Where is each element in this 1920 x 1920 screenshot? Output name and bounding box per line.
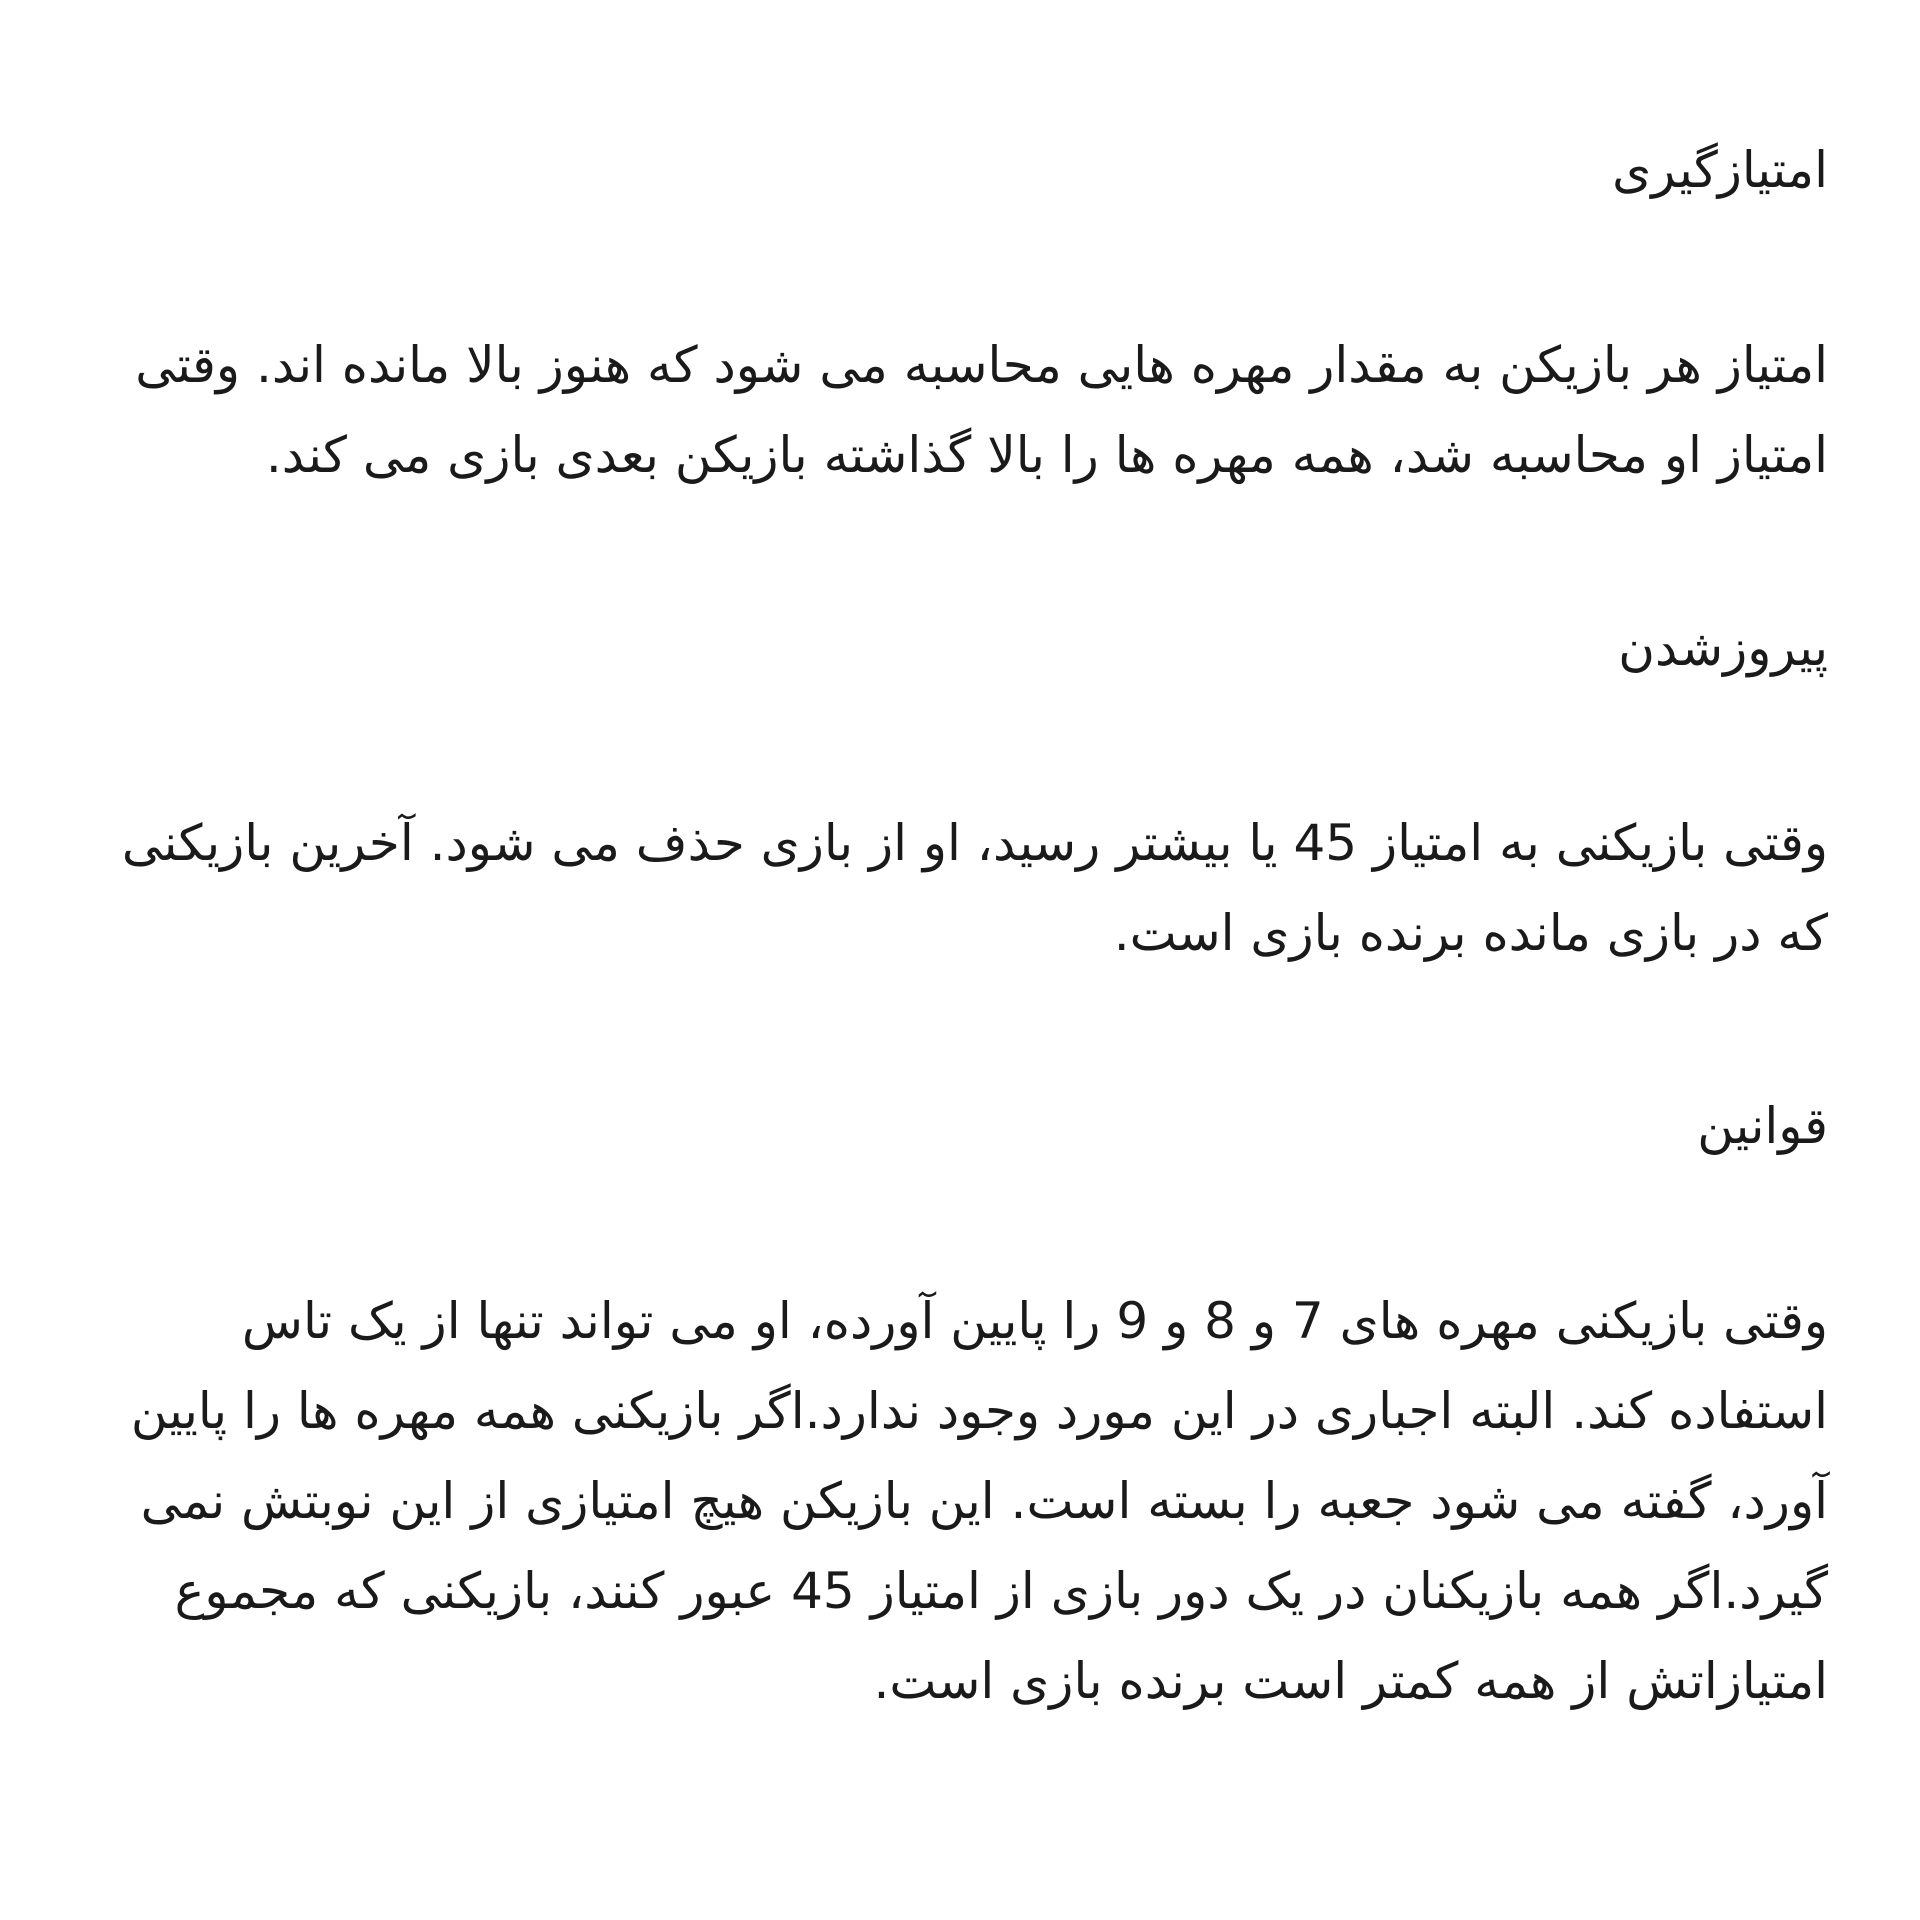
section-scoring: [92, 138, 1828, 616]
section-heading-scoring: امتیازگیری: [1612, 141, 1828, 199]
section-paragraph-winning: وقتی بازیکنی به امتیاز 45 یا بیشتر رسید، او از بازی حذف می شود. آخرین بازیکنی که در بازی مانده برنده بازی است.: [121, 814, 1828, 962]
section-paragraph-scoring: امتیاز هر بازیکن به مقدار مهره هایی محاسبه می شود که هنوز بالا مانده اند. وقتی امتیاز او محاسبه شد، همه مهره ها را بالا گذاشته بازیکن بعدی بازی می کند.: [135, 336, 1828, 484]
section-heading-rules: قوانین: [1697, 1097, 1828, 1155]
section-winning: [92, 616, 1828, 1094]
section-paragraph-rules: وقتی بازیکنی مهره های 7 و 8 و 9 را پایین آورده، او می تواند تنها از یک تاس استفاده کند. البته اجباری در این مورد وجود ندارد.اگر بازیکنی همه مهره ها را پایین آورد، گفته می شود جعبه را بسته است. این بازیکن هیچ امتیازی از این نوبتش نمی گیرد.اگر همه بازیکنان در یک دور بازی از امتیاز 45 عبور کنند، بازیکنی که مجموع امتیازاتش از همه کمتر است برنده بازی است.: [130, 1292, 1828, 1710]
section-heading-winning: پیروزشدن: [1618, 619, 1828, 677]
section-rules: [92, 1094, 1828, 1726]
